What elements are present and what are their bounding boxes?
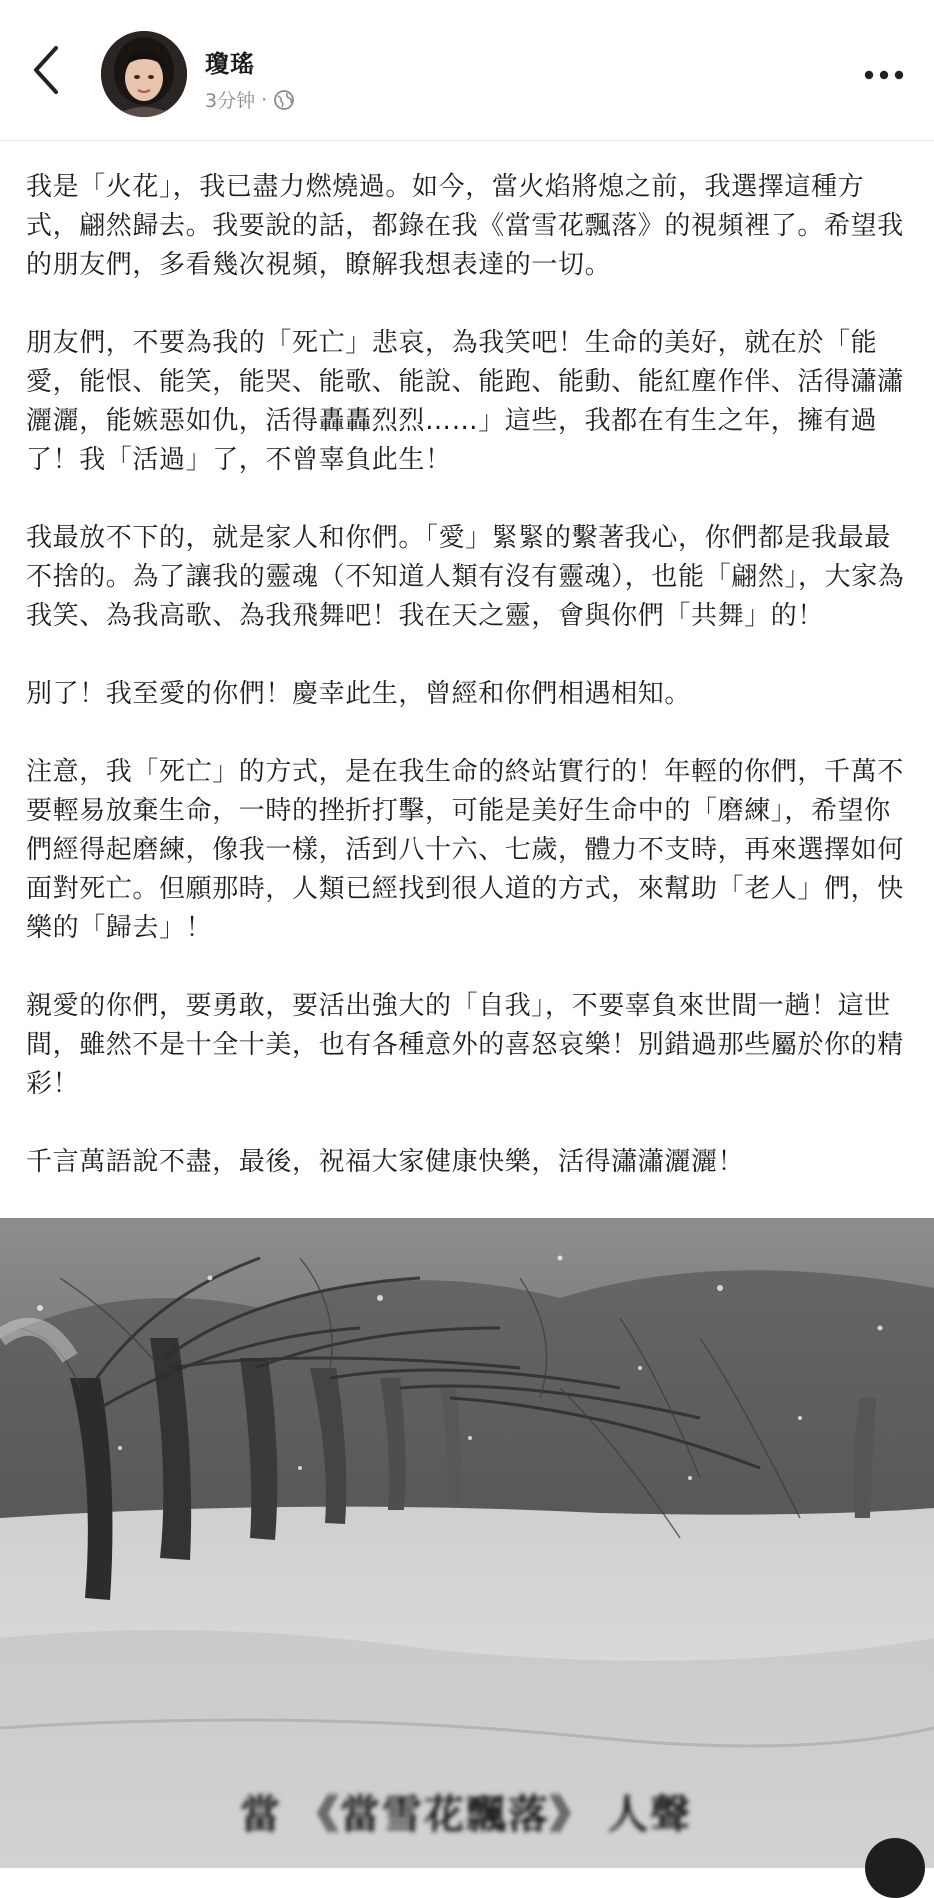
play-icon[interactable] — [865, 1838, 925, 1898]
snowy-forest-image — [0, 1218, 934, 1868]
post-body — [26, 168, 906, 1338]
post-time: 3分钟 — [205, 90, 256, 112]
post-paragraph-2: 朋友們，不要為我的「死亡」悲哀，為我笑吧！生命的美好，就在於「能愛，能恨、能笑，能哭、能歌、能說、能跑、能動、能紅塵作伴、活得瀟瀟灑灑，能嫉惡如仇，活得轟轟烈烈……」這些，我都在有生之年，擁有過了！我「活過」了，不曾辜負此生！ — [26, 328, 904, 475]
meta-separator: · — [261, 88, 268, 111]
post-paragraph-4: 別了！我至愛的你們！慶幸此生，曾經和你們相遇相知。 — [26, 679, 692, 709]
avatar-image — [101, 31, 187, 117]
post-header — [0, 0, 934, 141]
post-paragraph-3: 我最放不下的，就是家人和你們。「愛」緊緊的繫著我心，你們都是我最最不捨的。為了讓我的靈魂（不知道人類有沒有靈魂），也能「翩然」，大家為我笑、為我高歌、為我飛舞吧！我在天之靈，會與你們「共舞」的！ — [26, 523, 905, 631]
avatar[interactable] — [101, 31, 187, 117]
video-caption: 當 《當雪花飄落》 人聲 — [240, 1791, 692, 1838]
chevron-left-icon — [26, 40, 70, 100]
author-name[interactable]: 瓊瑤 — [205, 50, 255, 78]
globe-icon — [273, 89, 295, 111]
video-thumbnail[interactable] — [0, 1218, 934, 1868]
post-paragraph-1: 我是「火花」，我已盡力燃燒過。如今，當火焰將熄之前，我選擇這種方式，翩然歸去。我要說的話，都錄在我《當雪花飄落》的視頻裡了。希望我的朋友們，多看幾次視頻，瞭解我想表達的一切。 — [26, 172, 904, 280]
back-button[interactable] — [26, 40, 70, 100]
more-dots-icon — [856, 58, 912, 92]
post-paragraph-5: 注意，我「死亡」的方式，是在我生命的終站實行的！年輕的你們，千萬不要輕易放棄生命，一時的挫折打擊，可能是美好生命中的「磨練」，希望你們經得起磨練，像我一樣，活到八十六、七歲，體力不支時，再來選擇如何面對死亡。但願那時，人類已經找到很人道的方式，來幫助「老人」們，快樂的「歸去」！ — [26, 757, 904, 943]
post-paragraph-7: 千言萬語說不盡，最後，祝福大家健康快樂，活得瀟瀟灑灑！ — [26, 1147, 745, 1177]
more-options-button[interactable] — [856, 58, 912, 92]
post-paragraph-6: 親愛的你們，要勇敢，要活出強大的「自我」，不要辜負來世間一趟！這世間，雖然不是十全十美，也有各種意外的喜怒哀樂！別錯過那些屬於你的精彩！ — [26, 991, 904, 1099]
post-meta — [205, 86, 295, 113]
